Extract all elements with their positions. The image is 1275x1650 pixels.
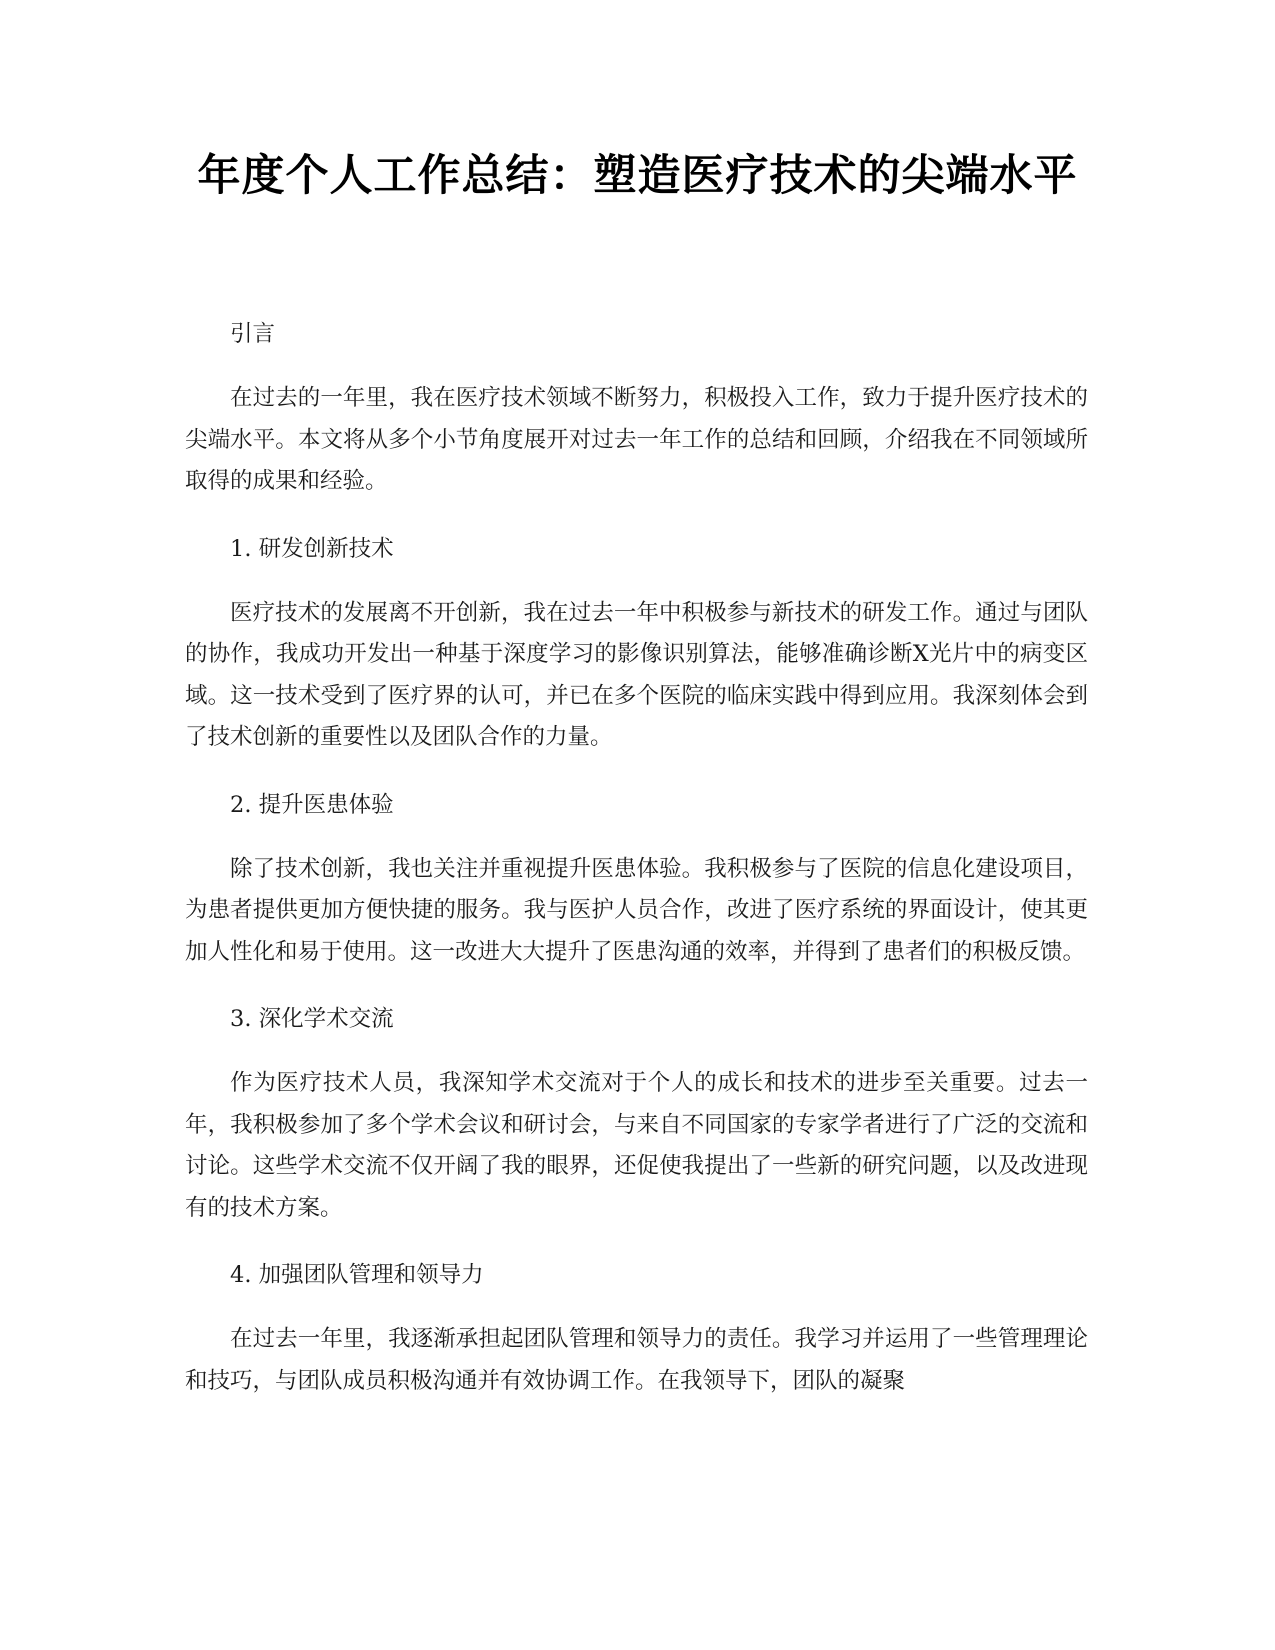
section-paragraph-research: 医疗技术的发展离不开创新，我在过去一年中积极参与新技术的研发工作。通过与团队的协作，我成功开发出一种基于深度学习的影像识别算法，能够准确诊断X光片中的病变区域。这一技术受到了医疗界的认可，并已在多个医院的临床实践中得到应用。我深刻体会到了技术创新的重要性以及团队合作的力量。 [185,599,1088,750]
section-paragraph-academic-exchange: 作为医疗技术人员，我深知学术交流对于个人的成长和技术的进步至关重要。过去一年，我积极参加了多个学术会议和研讨会，与来自不同国家的专家学者进行了广泛的交流和讨论。这些学术交流不仅开阔了我的眼界，还促使我提出了一些新的研究问题，以及改进现有的技术方案。 [185,1070,1088,1221]
section-heading-research: 1. 研发创新技术 [230,535,394,562]
section-paragraph-patient-experience: 除了技术创新，我也关注并重视提升医患体验。我积极参与了医院的信息化建设项目，为患者提供更加方便快捷的服务。我与医护人员合作，改进了医疗系统的界面设计，使其更加人性化和易于使用。这一改进大大提升了医患沟通的效率，并得到了患者们的积极反馈。 [185,855,1088,965]
intro-paragraph: 在过去的一年里，我在医疗技术领域不断努力，积极投入工作，致力于提升医疗技术的尖端水平。本文将从多个小节角度展开对过去一年工作的总结和回顾，介绍我在不同领域所取得的成果和经验。 [185,385,1088,494]
intro-heading: 引言 [230,321,276,347]
section-heading-team-leadership: 4. 加强团队管理和领导力 [230,1262,484,1288]
section-heading-academic-exchange: 3. 深化学术交流 [230,1006,394,1032]
section-paragraph-team-leadership: 在过去一年里，我逐渐承担起团队管理和领导力的责任。我学习并运用了一些管理理论和技巧，与团队成员积极沟通并有效协调工作。在我领导下，团队的凝聚 [185,1326,1088,1394]
document-body [185,318,1088,1432]
document-title: 年度个人工作总结：塑造医疗技术的尖端水平 [197,151,1078,201]
section-heading-patient-experience: 2. 提升医患体验 [230,791,394,818]
